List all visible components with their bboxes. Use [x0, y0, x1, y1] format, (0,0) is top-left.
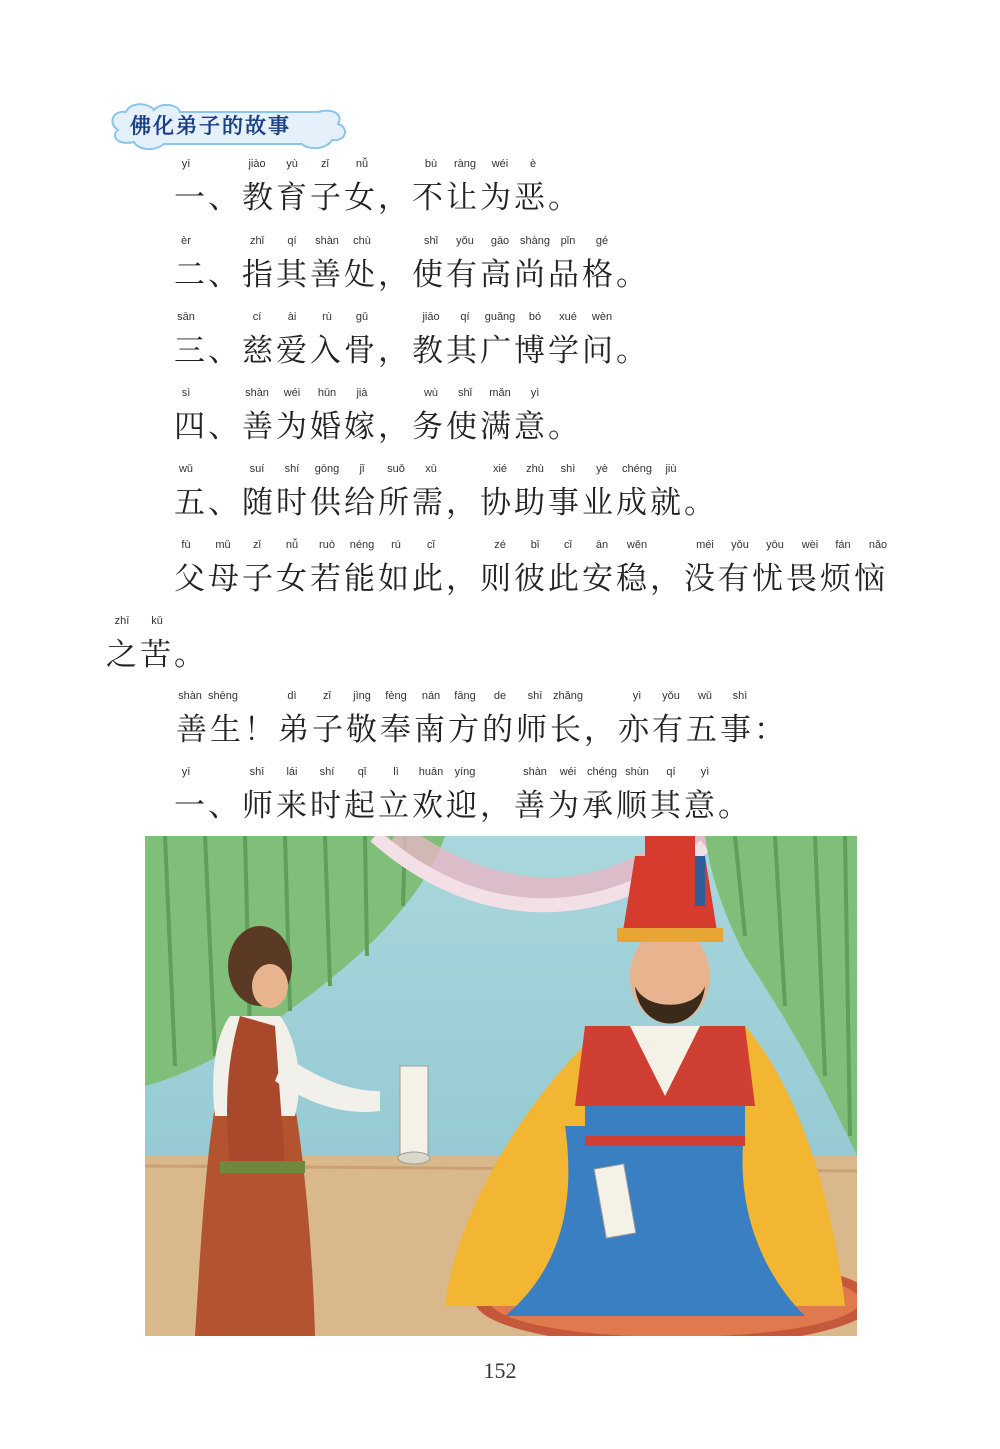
text-line: [0, 235, 1000, 295]
pinyin-annotation: cí: [252, 311, 262, 323]
pinyin-annotation: shǐ: [423, 235, 439, 247]
text-line: [0, 615, 1000, 675]
pinyin-annotation: xié: [492, 463, 508, 475]
pinyin-annotation: cǐ: [427, 539, 435, 551]
pinyin-annotation: wǔ: [178, 463, 194, 475]
pinyin-annotation: ruò: [319, 539, 335, 551]
section-header: [104, 100, 354, 156]
text-line: [0, 158, 1000, 218]
pinyin-annotation: gāo: [490, 235, 510, 247]
pinyin-annotation: pǐn: [560, 235, 576, 247]
chinese-text: 三、慈爱入骨，教其广博学问。: [174, 333, 650, 369]
pinyin-annotation: nǚ: [285, 539, 299, 551]
chinese-text: 四、善为婚嫁，务使满意。: [174, 409, 582, 445]
pinyin-annotation: yè: [596, 463, 608, 475]
pinyin-annotation: bó: [528, 311, 542, 323]
pinyin-annotation: mǎn: [489, 387, 511, 399]
pinyin-annotation: yíng: [454, 766, 476, 778]
chinese-text: 一、师来时起立欢迎，善为承顺其意。: [174, 788, 752, 824]
pinyin-annotation: rú: [391, 539, 401, 551]
pinyin-annotation: zǐ: [253, 539, 261, 551]
pinyin-annotation: nán: [421, 690, 441, 702]
pinyin-annotation: wù: [423, 387, 439, 399]
chinese-text: 五、随时供给所需，协助事业成就。: [174, 485, 718, 521]
pinyin-annotation: zhī: [114, 615, 130, 627]
pinyin-annotation: wèi: [801, 539, 819, 551]
pinyin-annotation: èr: [181, 235, 191, 247]
text-line: [0, 387, 1000, 447]
text-line: [0, 539, 1000, 599]
pinyin-annotation: nǚ: [355, 158, 369, 170]
chinese-text: 善生！弟子敬奉南方的师长，亦有五事：: [176, 712, 788, 748]
page-section-title: 佛化弟子的故事: [130, 114, 291, 138]
pinyin-annotation: mǔ: [215, 539, 231, 551]
pinyin-annotation: wéi: [491, 158, 509, 170]
pinyin-annotation: bǐ: [530, 539, 540, 551]
pinyin-annotation: shǐ: [457, 387, 473, 399]
pinyin-annotation: méi: [696, 539, 714, 551]
pinyin-annotation: yǒu: [731, 539, 749, 551]
pinyin-annotation: shī: [249, 766, 265, 778]
pinyin-annotation: shàn: [315, 235, 339, 247]
pinyin-annotation: è: [529, 158, 537, 170]
pinyin-annotation: zhǎng: [553, 690, 583, 702]
pinyin-annotation: ài: [287, 311, 297, 323]
pinyin-annotation: jìng: [353, 690, 371, 702]
pinyin-annotation: wěn: [626, 539, 648, 551]
pinyin-annotation: shàn: [178, 690, 202, 702]
chinese-text: 二、指其善处，使有高尚品格。: [174, 257, 650, 293]
pinyin-annotation: zé: [494, 539, 506, 551]
pinyin-annotation: suí: [249, 463, 265, 475]
pinyin-annotation: ān: [595, 539, 609, 551]
pinyin-annotation: fèng: [385, 690, 407, 702]
pinyin-annotation: gǔ: [355, 311, 369, 323]
pinyin-annotation: guǎng: [484, 311, 516, 323]
pinyin-annotation: yǒu: [456, 235, 474, 247]
chinese-text: 父母子女若能如此，则彼此安稳，没有忧畏烦恼: [174, 561, 888, 597]
pinyin-annotation: wéi: [283, 387, 301, 399]
pinyin-annotation: shī: [527, 690, 543, 702]
pinyin-annotation: shì: [732, 690, 748, 702]
pinyin-annotation: chéng: [587, 766, 617, 778]
pinyin-annotation: cǐ: [564, 539, 572, 551]
pinyin-annotation: chéng: [622, 463, 652, 475]
illustration: [145, 836, 857, 1336]
text-line: [0, 311, 1000, 371]
pinyin-annotation: wǔ: [697, 690, 713, 702]
pinyin-annotation: jiāo: [422, 311, 440, 323]
text-line: [0, 766, 1000, 826]
pinyin-annotation: zǐ: [321, 158, 329, 170]
pinyin-annotation: xué: [559, 311, 577, 323]
pinyin-annotation: fán: [835, 539, 851, 551]
pinyin-annotation: qí: [666, 766, 676, 778]
pinyin-annotation: shàn: [245, 387, 269, 399]
pinyin-annotation: wéi: [559, 766, 577, 778]
pinyin-annotation: yì: [632, 690, 642, 702]
pinyin-annotation: gé: [595, 235, 609, 247]
pinyin-annotation: yù: [286, 158, 298, 170]
pinyin-annotation: zhù: [526, 463, 544, 475]
pinyin-annotation: yōu: [766, 539, 784, 551]
pinyin-annotation: zhǐ: [249, 235, 265, 247]
pinyin-annotation: huān: [418, 766, 444, 778]
pinyin-annotation: dì: [287, 690, 297, 702]
pinyin-annotation: yì: [700, 766, 710, 778]
pinyin-annotation: kǔ: [151, 615, 163, 627]
pinyin-annotation: zǐ: [323, 690, 331, 702]
pinyin-annotation: lì: [393, 766, 399, 778]
pinyin-annotation: qí: [460, 311, 470, 323]
pinyin-annotation: yī: [181, 766, 191, 778]
pinyin-annotation: shí: [319, 766, 335, 778]
pinyin-annotation: lái: [286, 766, 298, 778]
pinyin-annotation: fù: [181, 539, 191, 551]
pinyin-annotation: xū: [425, 463, 437, 475]
pinyin-annotation: shēng: [208, 690, 238, 702]
pinyin-annotation: shí: [284, 463, 300, 475]
pinyin-annotation: qǐ: [357, 766, 367, 778]
pinyin-annotation: sì: [181, 387, 191, 399]
pinyin-annotation: ràng: [453, 158, 477, 170]
pinyin-annotation: shùn: [625, 766, 649, 778]
pinyin-annotation: yì: [530, 387, 540, 399]
pinyin-annotation: néng: [349, 539, 375, 551]
pinyin-annotation: rù: [322, 311, 332, 323]
pinyin-annotation: hūn: [317, 387, 337, 399]
pinyin-annotation: de: [493, 690, 507, 702]
pinyin-annotation: fāng: [454, 690, 476, 702]
pinyin-annotation: jiù: [665, 463, 677, 475]
pinyin-annotation: sān: [177, 311, 195, 323]
pinyin-annotation: yǒu: [662, 690, 680, 702]
pinyin-annotation: nǎo: [868, 539, 888, 551]
pinyin-annotation: jiào: [248, 158, 266, 170]
pinyin-annotation: yī: [181, 158, 191, 170]
pinyin-annotation: wèn: [591, 311, 613, 323]
pinyin-annotation: suǒ: [387, 463, 405, 475]
text-line: [0, 690, 1000, 750]
pinyin-annotation: bù: [424, 158, 438, 170]
chinese-text: 之苦。: [106, 637, 208, 673]
pinyin-annotation: chù: [353, 235, 371, 247]
pinyin-annotation: shì: [560, 463, 576, 475]
page-number: 152: [483, 1358, 517, 1383]
chinese-text: 一、教育子女，不让为恶。: [174, 180, 582, 216]
text-line: [0, 463, 1000, 523]
pinyin-annotation: shàn: [523, 766, 547, 778]
pinyin-annotation: shàng: [520, 235, 550, 247]
pinyin-annotation: jià: [356, 387, 368, 399]
pinyin-annotation: jǐ: [359, 463, 365, 475]
pinyin-annotation: qí: [287, 235, 297, 247]
pinyin-annotation: gōng: [314, 463, 340, 475]
